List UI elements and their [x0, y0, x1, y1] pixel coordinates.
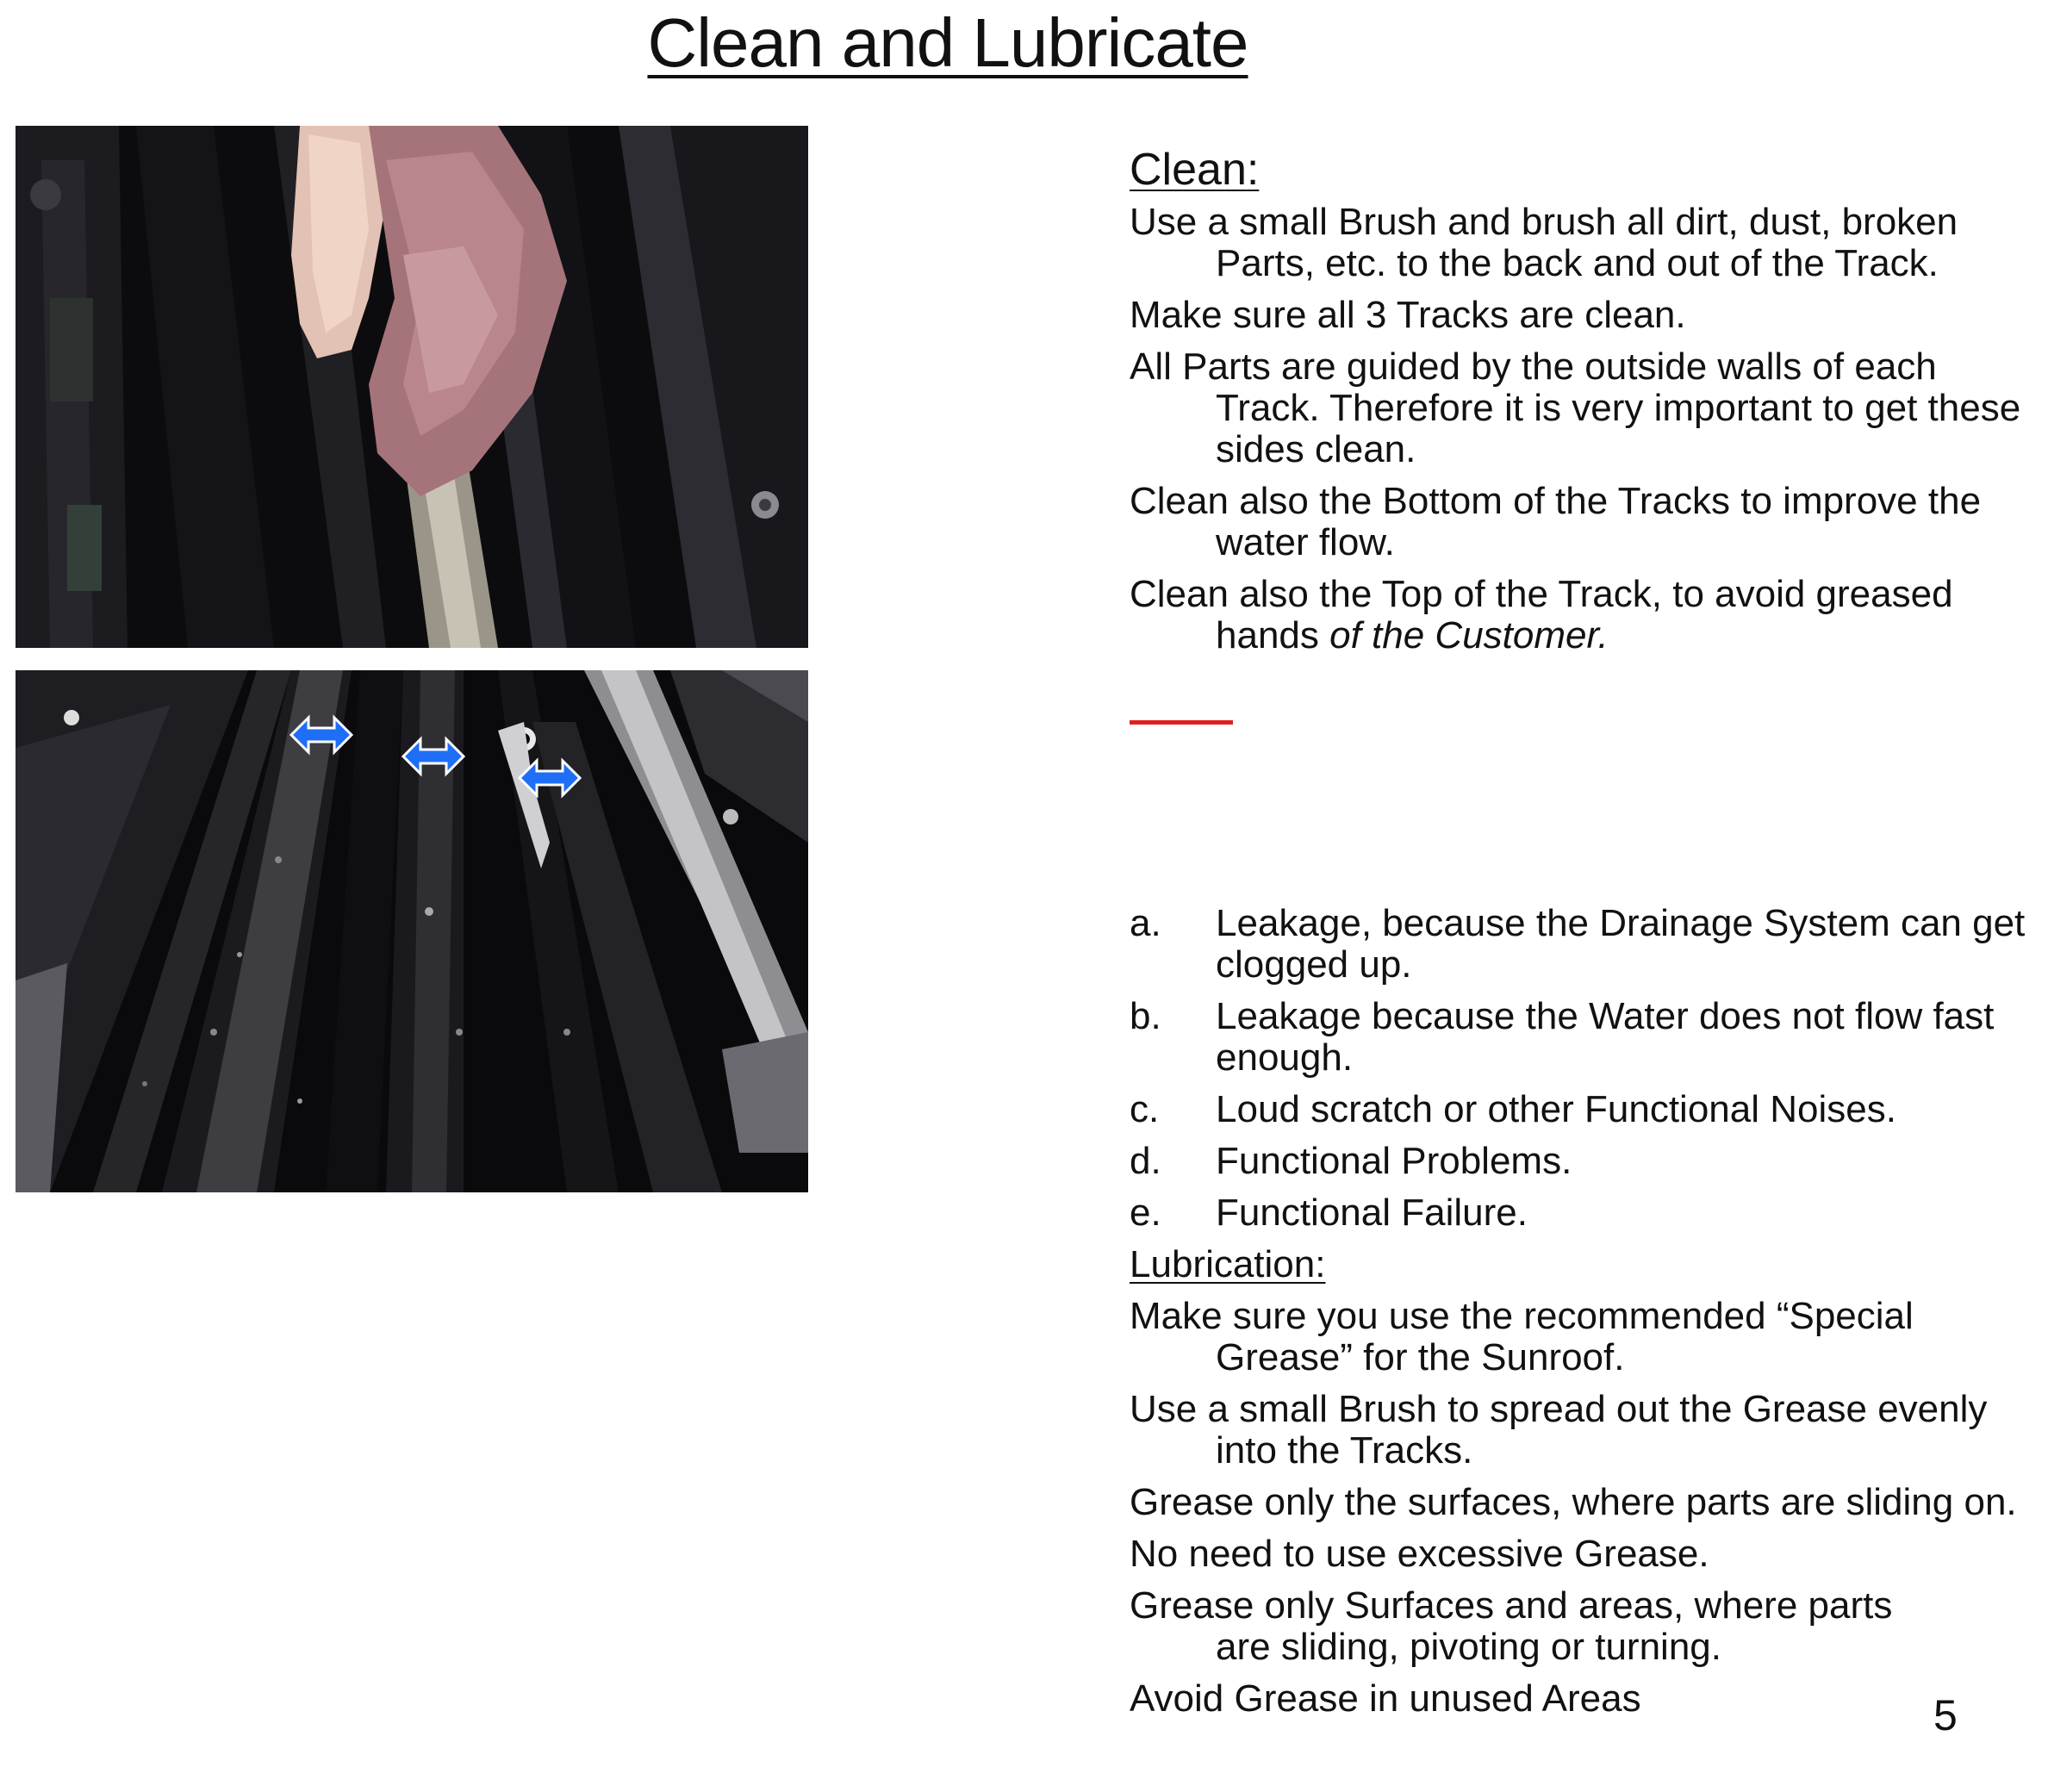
photo-track-guides	[16, 670, 808, 1192]
red-divider	[1130, 720, 1233, 725]
clean-paragraph-last-start: Clean also the Top of the Track, to avoid greased hands	[1130, 573, 1953, 656]
lubrication-paragraph: Use a small Brush to spread out the Grease evenly into the Tracks.	[1130, 1388, 1988, 1472]
list-item-letter: d.	[1130, 1140, 1161, 1182]
list-item-text: Leakage, because the Drainage System can get clogged up.	[1216, 902, 2026, 986]
list-item	[1130, 1089, 2026, 1130]
clean-paragraph: Clean also the Bottom of the Tracks to improve the water flow.	[1130, 480, 1982, 563]
clean-paragraph: All Parts are guided by the outside walls of each Track. Therefore it is very important to get these sides clean.	[1130, 345, 2021, 470]
list-item	[1130, 903, 2026, 986]
list-item-text: Loud scratch or other Functional Noises.	[1216, 1088, 1896, 1130]
list-item-text: Leakage because the Water does not flow fast enough.	[1216, 995, 1995, 1079]
lubrication-paragraph: Make sure you use the recommended “Special Grease” for the Sunroof.	[1130, 1295, 1914, 1378]
list-item	[1130, 1141, 2026, 1182]
lubrication-paragraph: Grease only Surfaces and areas, where parts are sliding, pivoting or turning.	[1130, 1584, 1893, 1668]
list-item-text: Functional Failure.	[1216, 1192, 1528, 1234]
clean-heading: Clean:	[1130, 145, 1260, 195]
lubrication-paragraph: No need to use excessive Grease.	[1130, 1533, 1709, 1575]
page-number: 5	[1933, 1691, 1958, 1739]
lubrication-paragraph: Grease only the surfaces, where parts are sliding on.	[1130, 1481, 2017, 1523]
clean-section	[1130, 145, 2026, 656]
list-item-letter: b.	[1130, 995, 1161, 1037]
list-item-letter: e.	[1130, 1192, 1161, 1234]
list-item	[1130, 996, 2026, 1079]
clean-paragraph-last-italic: of the Customer.	[1329, 614, 1609, 656]
clean-paragraph: Make sure all 3 Tracks are clean.	[1130, 294, 1686, 336]
clean-paragraph-last	[1130, 574, 2026, 656]
list-item-letter: c.	[1130, 1088, 1160, 1130]
list-item-letter: a.	[1130, 902, 1161, 944]
clean-paragraph: Use a small Brush and brush all dirt, dust, broken Parts, etc. to the back and out of the Track.	[1130, 201, 1958, 284]
consequence-list	[1130, 903, 2026, 1720]
lubrication-heading: Lubrication:	[1130, 1243, 1326, 1285]
list-item	[1130, 1192, 2026, 1234]
photo-wiping-track	[16, 126, 808, 648]
page-title: Clean and Lubricate	[647, 4, 1248, 81]
lubrication-paragraph: Avoid Grease in unused Areas	[1130, 1677, 1641, 1720]
list-item-text: Functional Problems.	[1216, 1140, 1572, 1182]
